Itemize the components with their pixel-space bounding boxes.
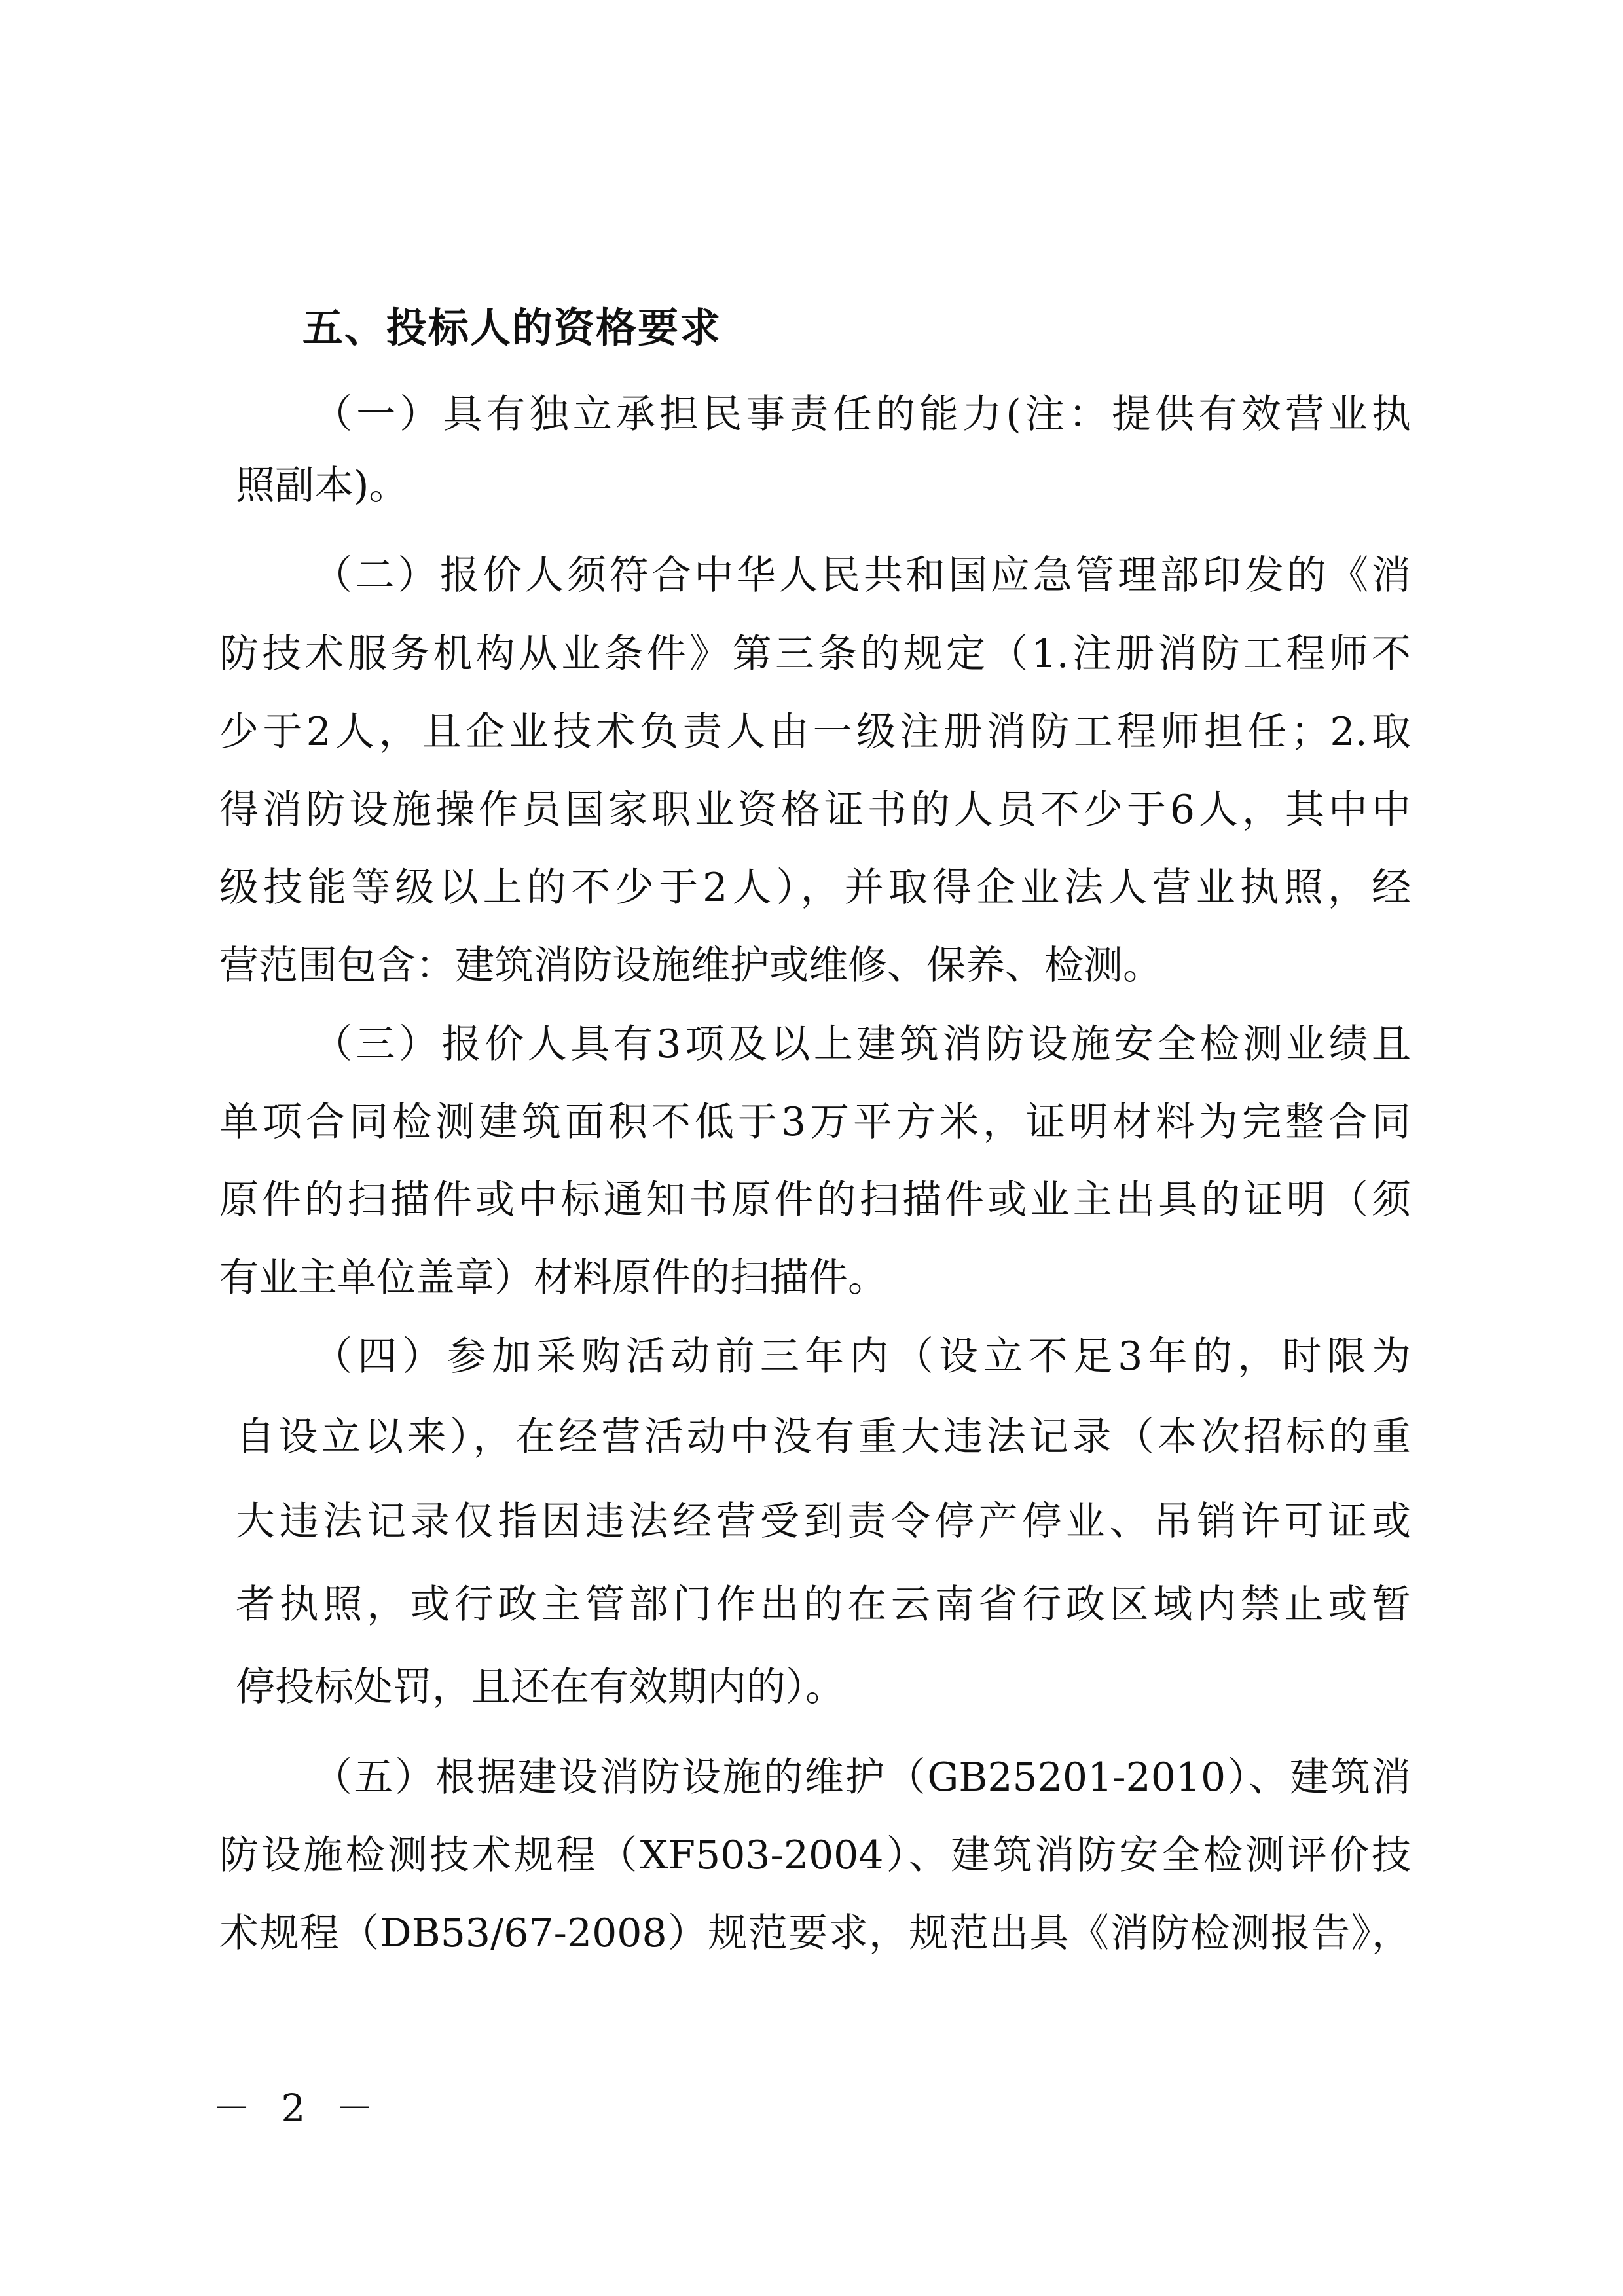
text-line: （四）参加采购活动前三年内（设立不足3年的，时限为 <box>313 1334 1411 1379</box>
text-line: 自设立以来），在经营活动中没有重大违法记录（本次招标的重 <box>236 1414 1411 1460</box>
text-line: 得消防设施操作员国家职业资格证书的人员不少于6人，其中中 <box>219 787 1411 833</box>
text-line: 者执照，或行政主管部门作出的在云南省行政区域内禁止或暂 <box>236 1582 1411 1628</box>
text-line: 防技术服务机构从业条件》第三条的规定（1.注册消防工程师不 <box>219 631 1411 677</box>
text-line: 照副本)。 <box>236 463 409 509</box>
text-line: 防设施检测技术规程（XF503-2004）、建筑消防安全检测评价技 <box>219 1832 1411 1878</box>
text-line: （二）报价人须符合中华人民共和国应急管理部印发的《消 <box>313 553 1411 598</box>
text-line: 营范围包含：建筑消防设施维护或维修、保养、检测。 <box>219 943 1162 989</box>
text-line: 原件的扫描件或中标通知书原件的扫描件或业主出具的证明（须 <box>219 1177 1411 1223</box>
text-line: 级技能等级以上的不少于2人），并取得企业法人营业执照，经 <box>219 865 1411 911</box>
text-line: （一）具有独立承担民事责任的能力(注：提供有效营业执 <box>313 392 1411 437</box>
text-line: 少于2人，且企业技术负责人由一级注册消防工程师担任；2.取 <box>219 709 1411 755</box>
text-line: 单项合同检测建筑面积不低于3万平方米，证明材料为完整合同 <box>219 1099 1411 1145</box>
text-line: 有业主单位盖章）材料原件的扫描件。 <box>219 1255 887 1301</box>
text-line: 大违法记录仅指因违法经营受到责令停产停业、吊销许可证或 <box>236 1499 1411 1544</box>
text-line: （五）根据建设消防设施的维护（GB25201-2010）、建筑消 <box>313 1755 1411 1800</box>
text-line: （三）报价人具有3项及以上建筑消防设施安全检测业绩且 <box>313 1021 1411 1067</box>
section-heading: 五、投标人的资格要求 <box>302 304 722 352</box>
text-line: 停投标处罚，且还在有效期内的）。 <box>236 1664 845 1710</box>
page-number: － 2 － <box>213 2086 383 2130</box>
text-line: 术规程（DB53/67-2008）规范要求，规范出具《消防检测报告》， <box>219 1910 1411 1956</box>
